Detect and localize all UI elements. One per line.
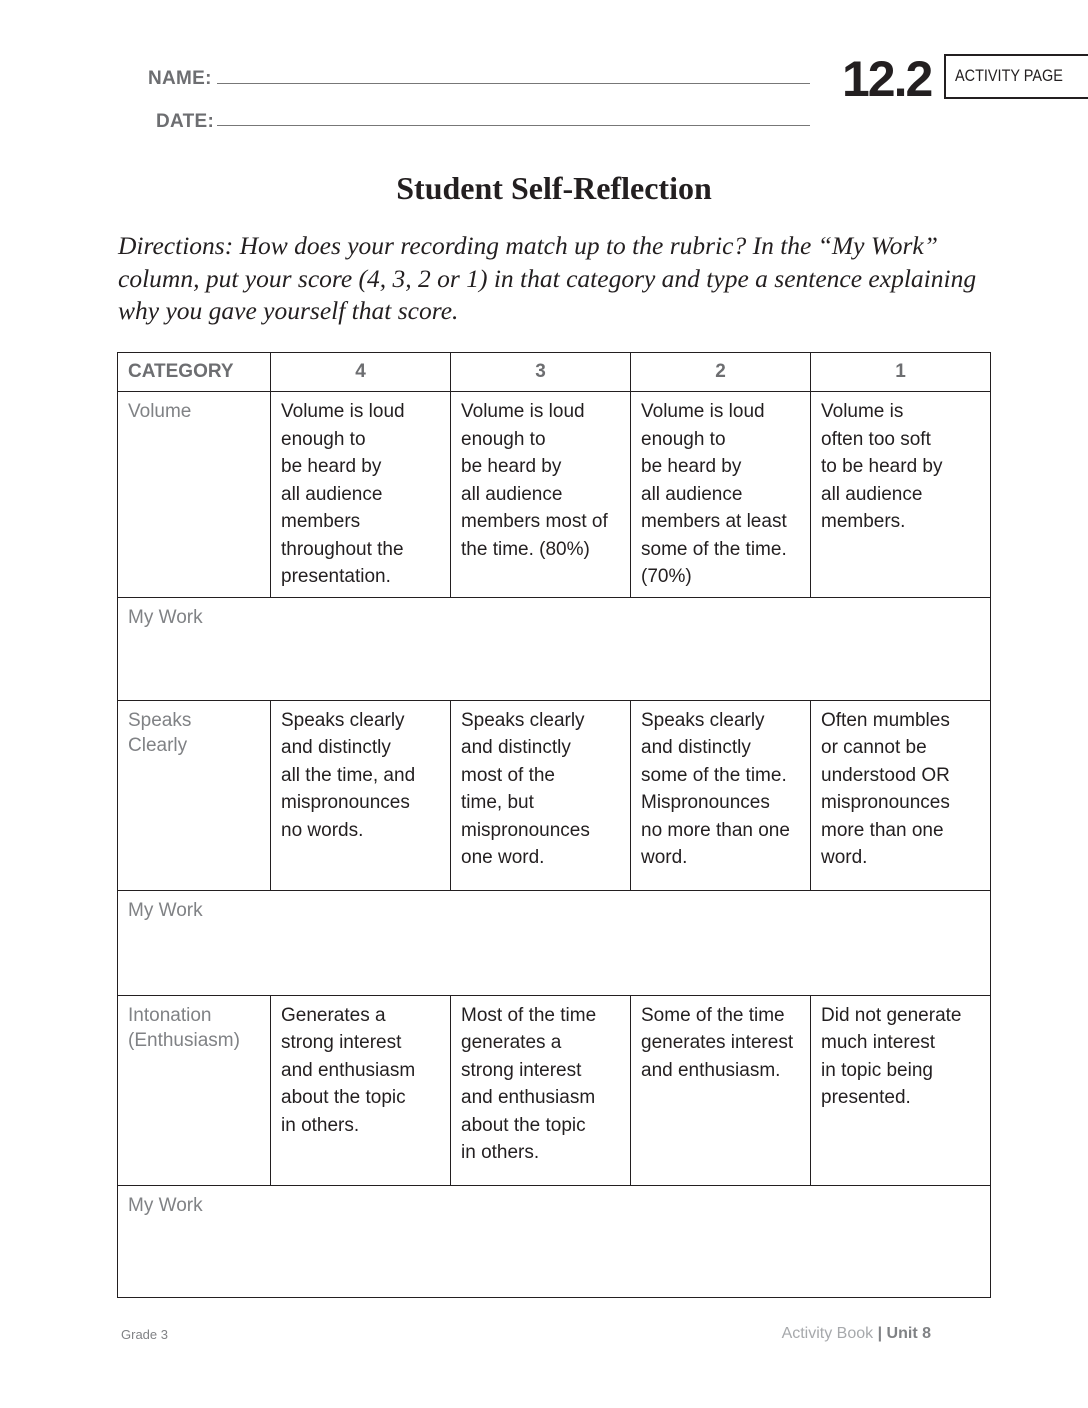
my-work-label: My Work <box>128 606 203 628</box>
speaks-clearly-score-4: Speaks clearly and distinctly all the time, and mispronounces no words. <box>271 700 451 890</box>
my-work-label: My Work <box>128 1194 203 1216</box>
intonation-score-2: Some of the time generates interest and enthusiasm. <box>631 995 811 1185</box>
my-work-row-volume[interactable] <box>118 597 991 700</box>
my-work-label: My Work <box>128 899 203 921</box>
category-volume: Volume <box>118 392 271 598</box>
my-work-row-speaks-clearly[interactable] <box>118 890 991 995</box>
date-field[interactable] <box>217 125 810 126</box>
page-title: Student Self-Reflection <box>396 170 712 206</box>
footer-book-unit <box>782 1325 931 1343</box>
volume-score-2: Volume is loud enough to be heard by all audience members at least some of the time. (70%) <box>631 392 811 598</box>
volume-score-1: Volume is often too soft to be heard by all audience members. <box>811 392 991 598</box>
name-field[interactable] <box>217 83 810 84</box>
volume-score-3: Volume is loud enough to be heard by all audience members most of the time. (80%) <box>451 392 631 598</box>
speaks-clearly-score-2: Speaks clearly and distinctly some of the time. Mispronounces no more than one word. <box>631 700 811 890</box>
header-score-2: 2 <box>631 353 811 392</box>
rubric-row-speaks-clearly <box>118 700 991 890</box>
footer-grade: Grade 3 <box>121 1327 168 1342</box>
intonation-score-4: Generates a strong interest and enthusiasm about the topic in others. <box>271 995 451 1185</box>
intonation-score-3: Most of the time generates a strong interest and enthusiasm about the topic in others. <box>451 995 631 1185</box>
header-category: CATEGORY <box>118 353 271 392</box>
header-score-3: 3 <box>451 353 631 392</box>
speaks-clearly-score-1: Often mumbles or cannot be understood OR mispronounces more than one word. <box>811 700 991 890</box>
name-label: NAME: <box>148 68 212 89</box>
rubric-row-volume <box>118 392 991 598</box>
footer-separator: | <box>877 1325 883 1342</box>
rubric-table <box>117 352 991 1298</box>
category-speaks-clearly: Speaks Clearly <box>118 700 271 890</box>
header-score-4: 4 <box>271 353 451 392</box>
intonation-score-1: Did not generate much interest in topic being presented. <box>811 995 991 1185</box>
footer-book: Activity Book <box>781 1325 874 1342</box>
category-intonation: Intonation (Enthusiasm) <box>118 995 271 1185</box>
header-score-1: 1 <box>811 353 991 392</box>
my-work-speaks-clearly-field[interactable] <box>118 890 991 995</box>
volume-score-4: Volume is loud enough to be heard by all audience members throughout the presentation. <box>271 392 451 598</box>
rubric-header-row <box>118 353 991 392</box>
directions-text: Directions: How does your recording match up to the rubric? In the “My Work” column, put your score (4, 3, 2 or 1) in that category and type a sentence explaining why you gave yourself that score. <box>118 231 977 325</box>
activity-number: 12.2 <box>842 51 932 107</box>
my-work-row-intonation[interactable] <box>118 1185 991 1297</box>
date-label: DATE: <box>156 111 215 132</box>
speaks-clearly-score-3: Speaks clearly and distinctly most of the time, but mispronounces one word. <box>451 700 631 890</box>
my-work-intonation-field[interactable] <box>118 1185 991 1297</box>
my-work-volume-field[interactable] <box>118 597 991 700</box>
rubric-row-intonation <box>118 995 991 1185</box>
footer-unit: Unit 8 <box>886 1325 931 1342</box>
activity-page-label: ACTIVITY PAGE <box>955 66 1063 85</box>
